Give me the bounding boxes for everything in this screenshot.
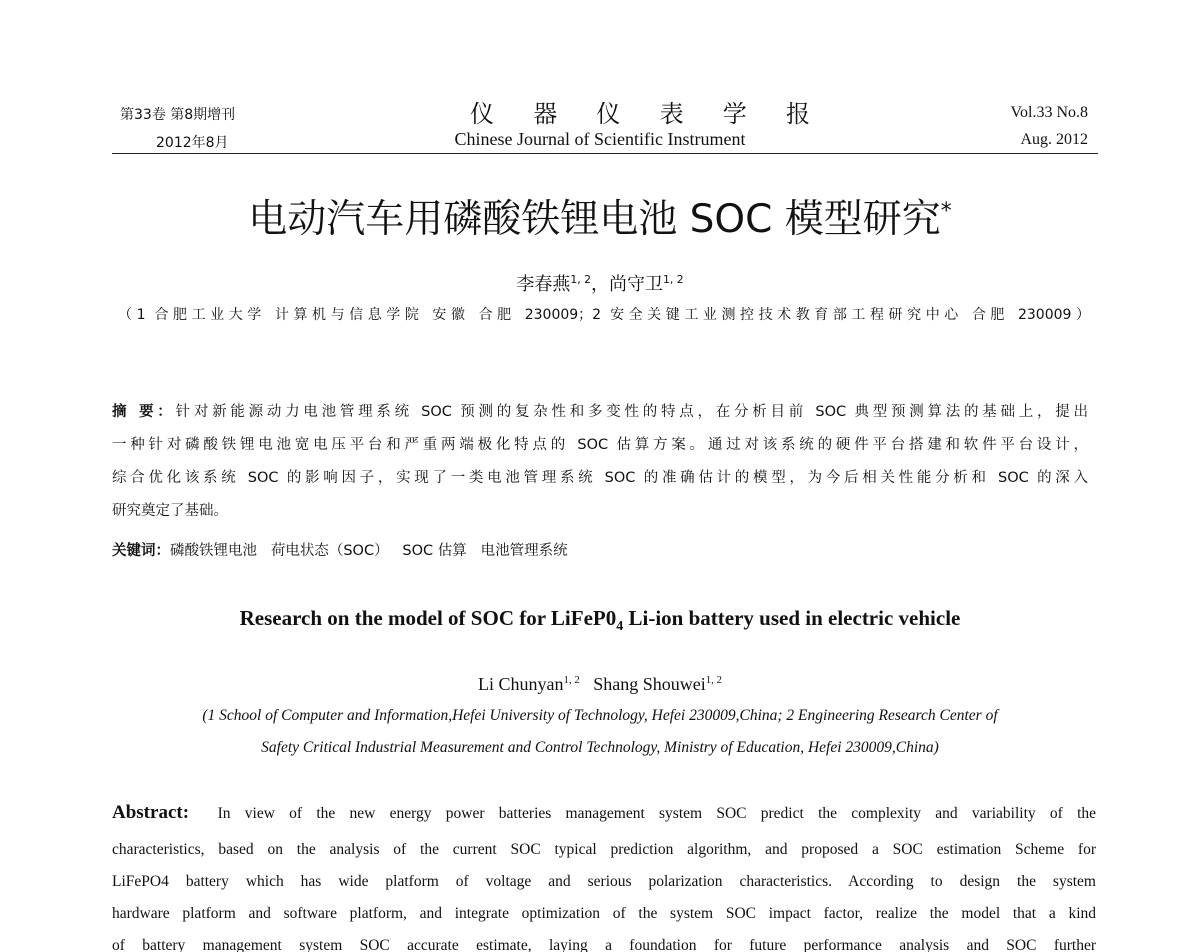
abstract-en: [112, 802, 1096, 952]
abstract-label-cn: 摘 要：: [112, 404, 176, 420]
author-name: Li Chunyan: [478, 674, 564, 694]
abstract-line: 综合优化该系统 SOC 的影响因子，实现了一类电池管理系统 SOC 的准确估计的模型，为今后相关性能分析和 SOC 的深入: [112, 470, 1088, 486]
abstract-cn: [112, 400, 1088, 560]
title-en: [0, 606, 1200, 635]
author-affiliation-mark: 1, 2: [570, 273, 591, 286]
abstract-line: hardware platform and software platform, and integrate optimization of the system SOC impact factor, realize the model that a kind: [112, 905, 1096, 922]
title-en-text: Li-ion battery used in electric vehicle: [623, 606, 961, 630]
author-separator: ，: [591, 274, 609, 295]
header-rule: [112, 153, 1098, 154]
keyword: 磷酸铁锂电池: [170, 543, 257, 559]
keywords-label: 关键词：: [112, 543, 170, 559]
keyword: SOC 估算: [402, 543, 467, 559]
abstract-label-en: Abstract:: [112, 802, 190, 823]
keyword: 荷电状态（SOC）: [270, 543, 389, 559]
abstract-line: 一种针对磷酸铁锂电池宽电压平台和严重两端极化特点的 SOC 估算方案。通过对该系统的硬件平台搭建和软件平台设计，: [112, 437, 1088, 453]
authors-cn: [0, 270, 1200, 296]
author-affiliation-mark: 1, 2: [663, 273, 684, 286]
volume-en: Vol.33 No.8: [1010, 104, 1088, 121]
affiliation-en-line: (1 School of Computer and Information,Hefei University of Technology, Hefei 230009,China; 2 Engineering Research Center of: [202, 707, 998, 724]
title-en-text: Research on the model of SOC for LiFeP0: [239, 606, 617, 630]
author-affiliation-mark: 1, 2: [563, 674, 580, 686]
author-name: Shang Shouwei: [593, 674, 706, 694]
author-name: 李春燕: [516, 274, 571, 295]
abstract-line: 针对新能源动力电池管理系统 SOC 预测的复杂性和多变性的特点，在分析目前 SOC 典型预测算法的基础上，提出: [175, 404, 1088, 420]
title-cn: [0, 188, 1200, 244]
abstract-line: of battery management system SOC accurate estimate, laying a foundation for future performance analysis and SOC further: [112, 937, 1096, 952]
keywords-cn: [112, 539, 1088, 560]
keyword: 电池管理系统: [480, 543, 568, 559]
journal-name-en: Chinese Journal of Scientific Instrument: [454, 129, 746, 149]
authors-en: [0, 674, 1200, 695]
abstract-line: LiFePO4 battery which has wide platform of voltage and serious polarization characteristics. According to design the system: [112, 873, 1096, 890]
title-en-subscript: 4: [616, 619, 624, 635]
title-cn-text: 电动汽车用磷酸铁锂电池 SOC 模型研究: [248, 197, 941, 242]
affiliation-en-line: Safety Critical Industrial Measurement and Control Technology, Ministry of Education, Hefei 230009,China): [261, 739, 939, 756]
title-footnote-mark: *: [940, 199, 952, 224]
affiliation-cn: （1 合肥工业大学 计算机与信息学院 安徽 合肥 230009；2 安全关键工业测控技术教育部工程研究中心 合肥 230009）: [118, 307, 1090, 323]
abstract-line: 研究奠定了基础。: [112, 503, 228, 519]
author-affiliation-mark: 1, 2: [705, 674, 722, 686]
abstract-line: In view of the new energy power batteries management system SOC predict the complexity and variability of the: [217, 805, 1097, 822]
journal-name-cn: 仪 器 仪 表 学 报: [470, 100, 810, 128]
date-cn: 2012年8月: [156, 135, 229, 151]
abstract-line: characteristics, based on the analysis of the current SOC typical prediction algorithm, and proposed a SOC estimation Scheme for: [112, 841, 1096, 858]
volume-issue: 第33卷 第8期增刊: [120, 107, 236, 123]
date-en: Aug. 2012: [1020, 131, 1088, 148]
author-name: 尚守卫: [609, 274, 663, 295]
